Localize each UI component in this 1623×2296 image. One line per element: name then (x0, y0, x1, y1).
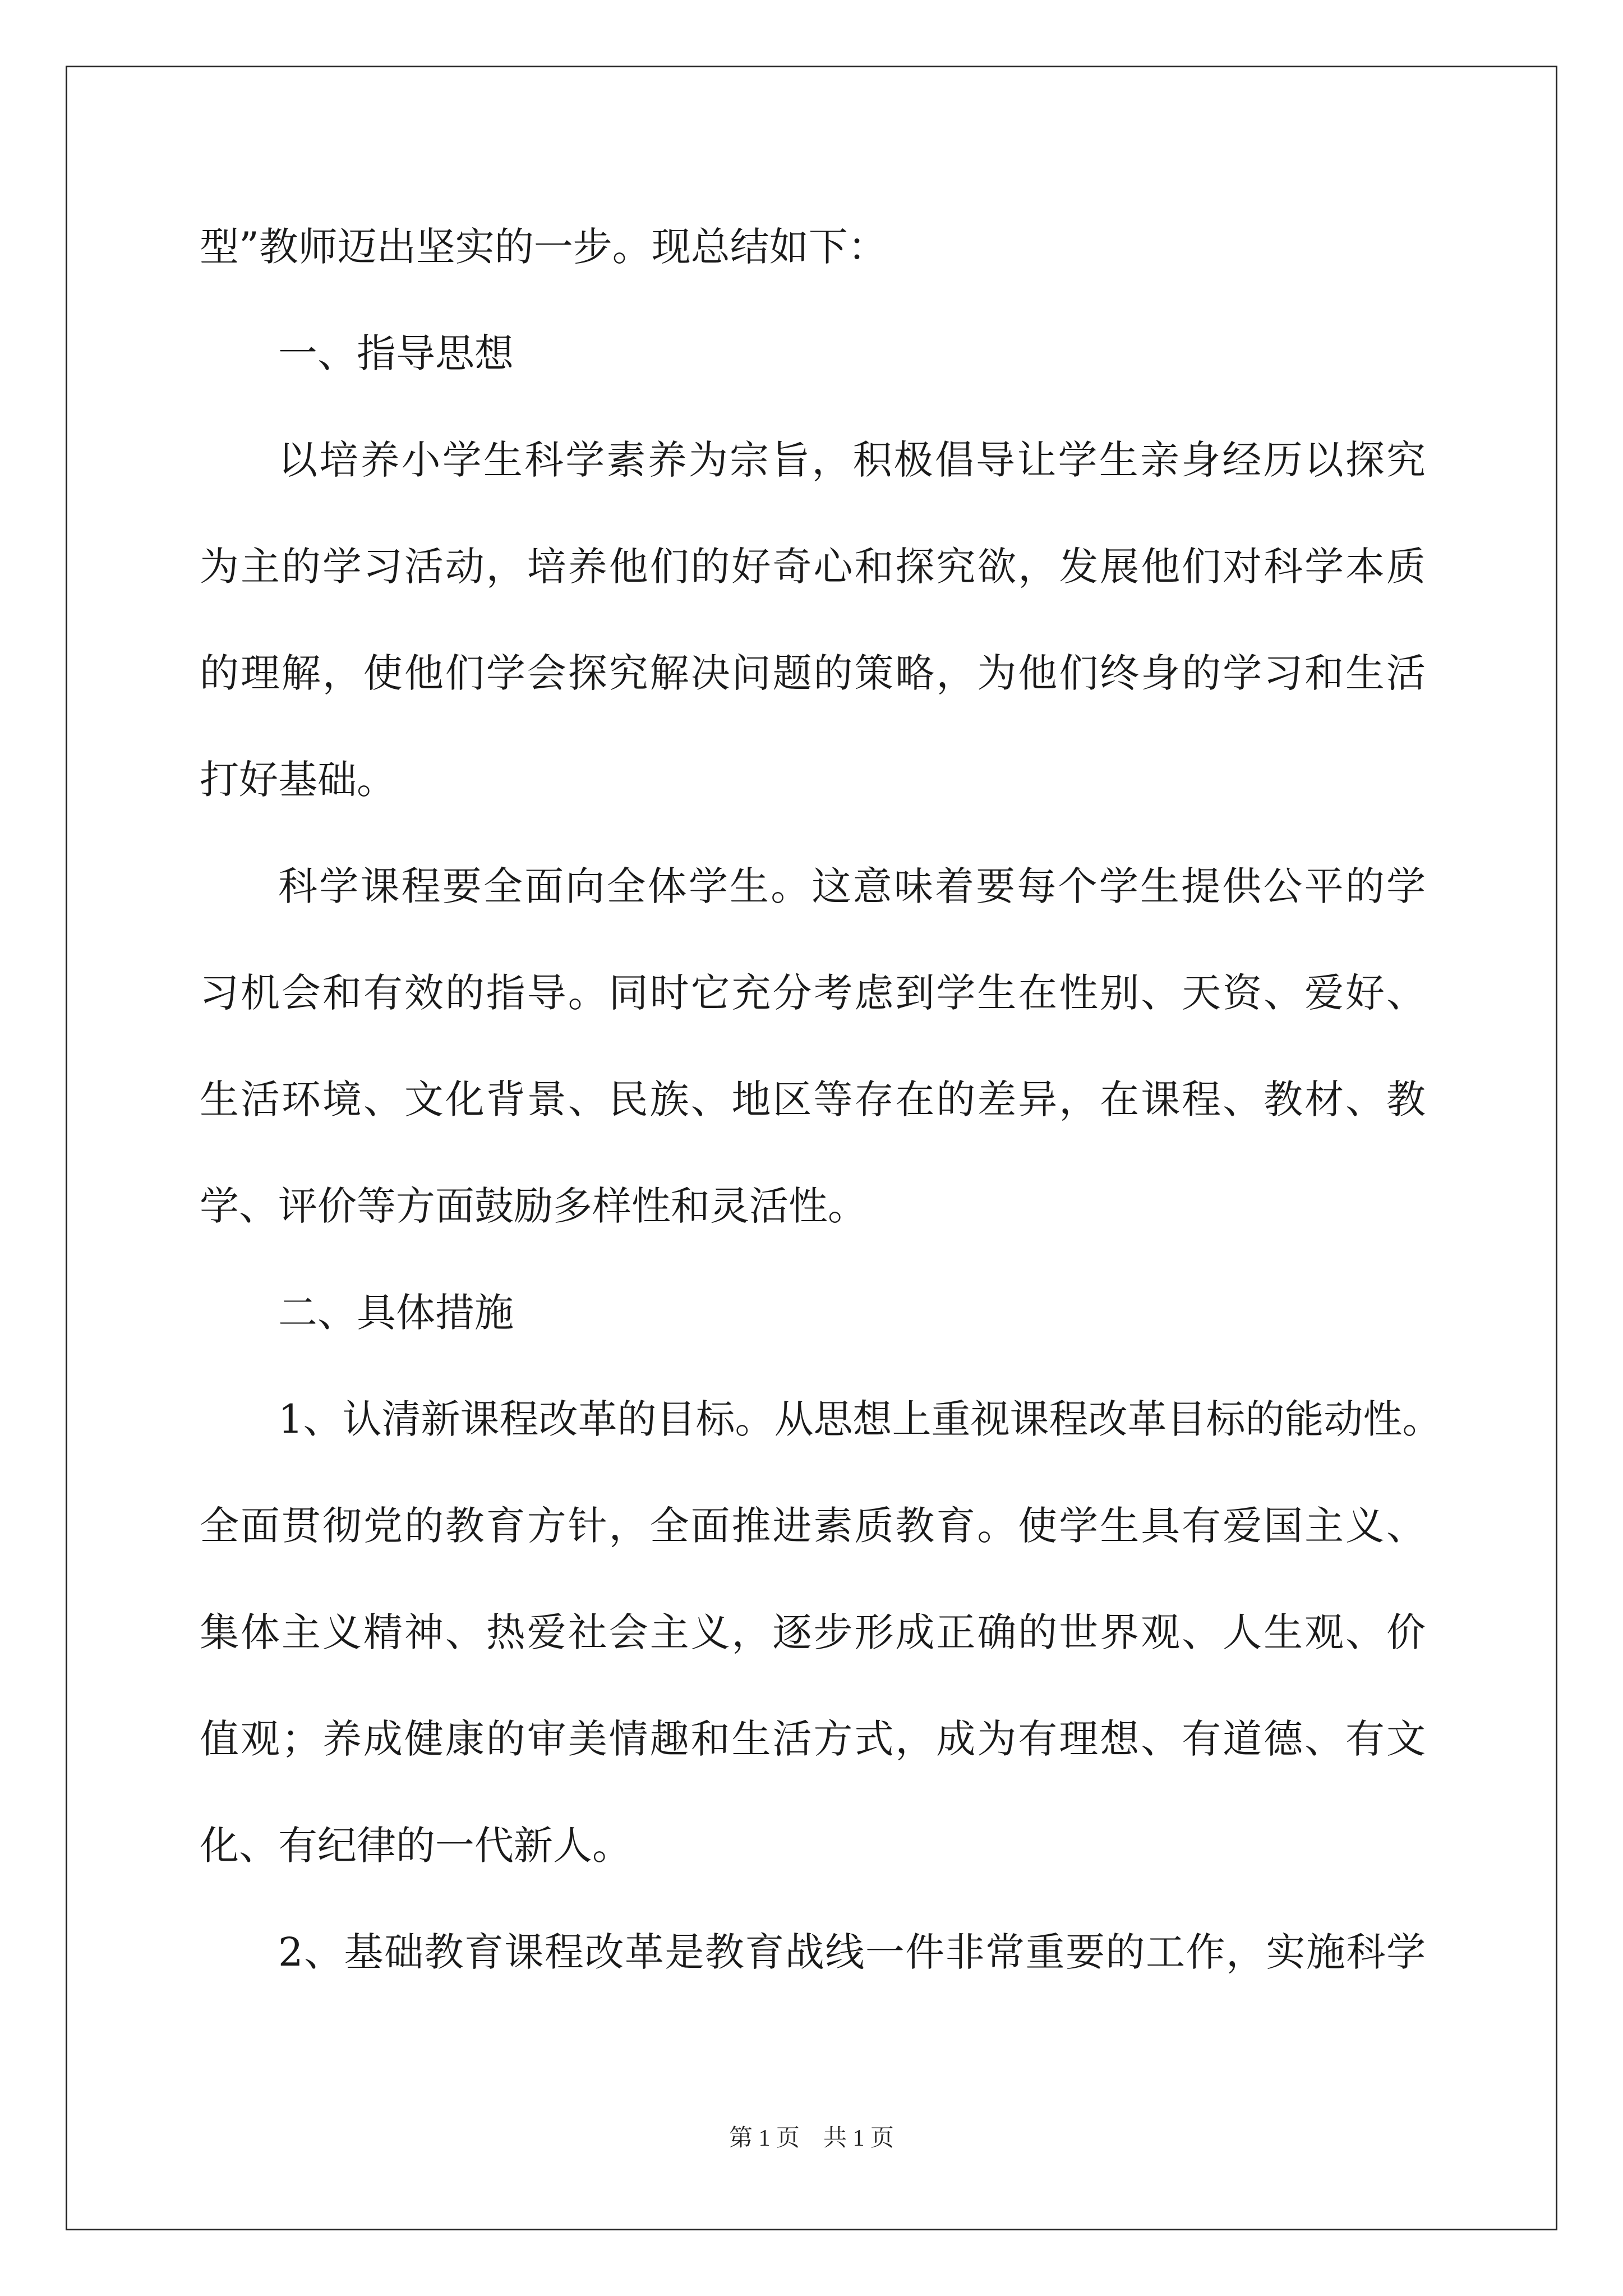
text-line: 习机会和有效的指导。同时它充分考虑到学生在性别、天资、爱好、 (200, 970, 1426, 1016)
text-line: 化、有纪律的一代新人。 (200, 1823, 631, 1869)
text-line: 型”教师迈出坚实的一步。现总结如下： (200, 224, 887, 270)
text-line: 2、基础教育课程改革是教育战线一件非常重要的工作，实施科学 (278, 1929, 1426, 1975)
text-line: 科学课程要全面向全体学生。这意味着要每个学生提供公平的学 (278, 863, 1426, 909)
text-line: 1、认清新课程改革的目标。从思想上重视课程改革目标的能动性。 (278, 1396, 1442, 1442)
text-line: 打好基础。 (200, 757, 396, 803)
text-line: 全面贯彻党的教育方针，全面推进素质教育。使学生具有爱国主义、 (200, 1503, 1426, 1549)
text-line: 的理解，使他们学会探究解决问题的策略，为他们终身的学习和生活 (200, 650, 1426, 696)
text-line: 学、评价等方面鼓励多样性和灵活性。 (200, 1183, 867, 1229)
text-line: 为主的学习活动，培养他们的好奇心和探究欲，发展他们对科学本质 (200, 544, 1426, 590)
text-line: 以培养小学生科学素养为宗旨，积极倡导让学生亲身经历以探究 (278, 437, 1426, 483)
text-line: 集体主义精神、热爱社会主义，逐步形成正确的世界观、人生观、价 (200, 1609, 1426, 1655)
page-number: 第 1 页 共 1 页 (728, 2125, 894, 2151)
page-border (66, 66, 1557, 2230)
text-line: 值观；养成健康的审美情趣和生活方式，成为有理想、有道德、有文 (200, 1716, 1426, 1762)
section-heading: 二、具体措施 (278, 1290, 514, 1336)
section-heading: 一、指导思想 (278, 330, 514, 376)
text-line: 生活环境、文化背景、民族、地区等存在的差异，在课程、教材、教 (200, 1076, 1426, 1122)
